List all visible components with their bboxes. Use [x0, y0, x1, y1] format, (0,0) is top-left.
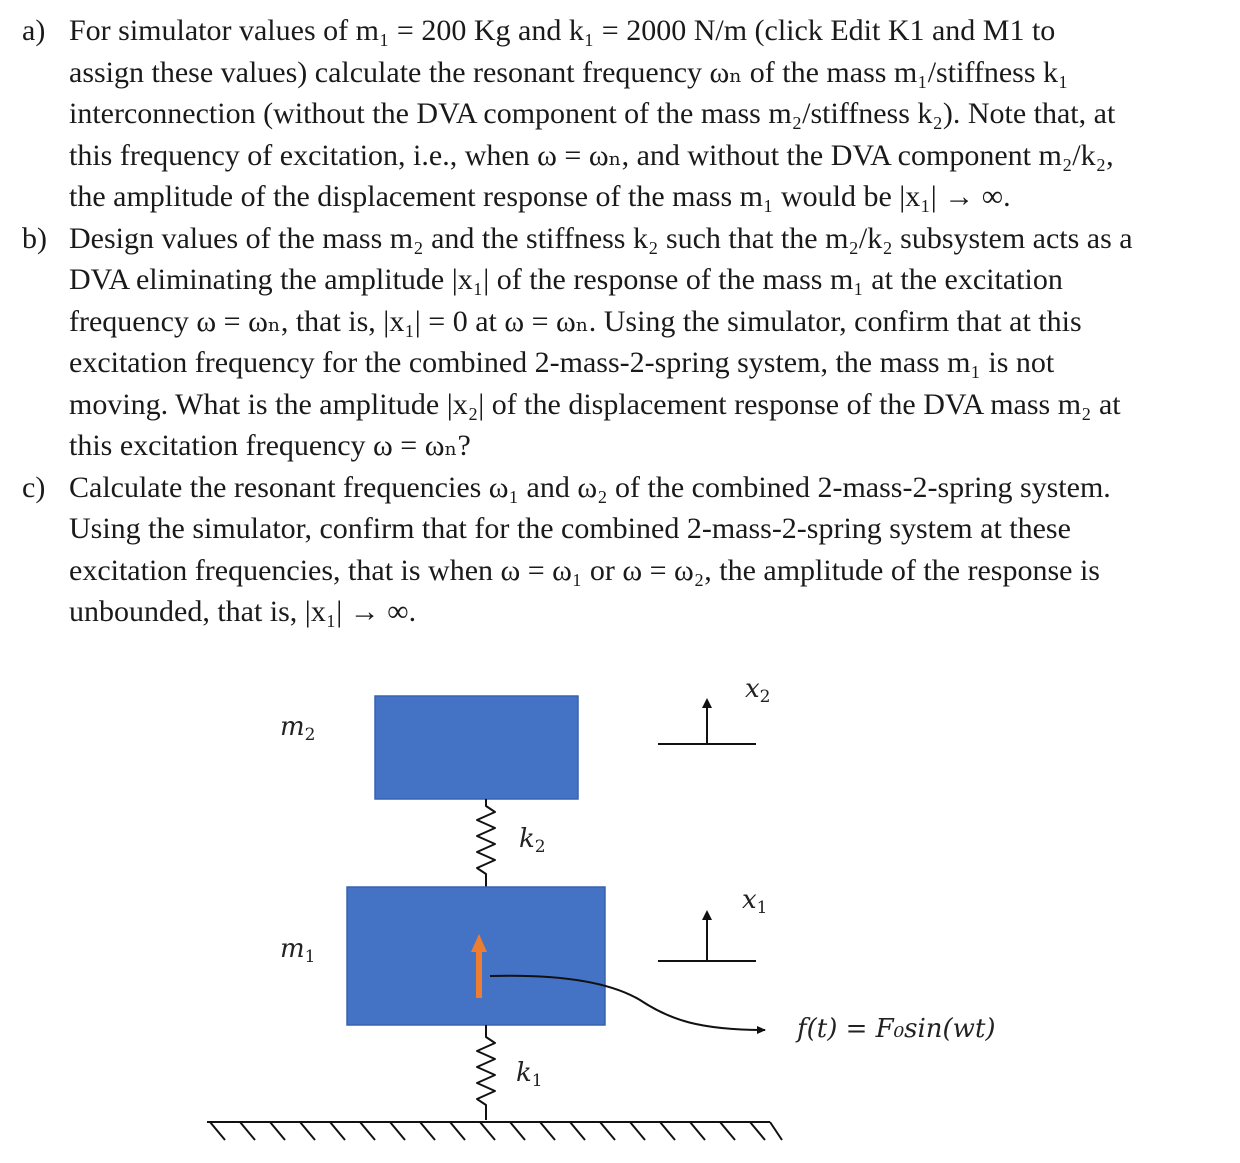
spring-k1-subscript: 1	[531, 1071, 543, 1091]
question-c	[22, 467, 1227, 633]
question-line: assign these values) calculate the resonant frequency ωₙ of the mass m₁/stiffness k₁	[69, 55, 1069, 89]
question-label: b)	[22, 221, 47, 255]
questions-list	[22, 10, 1227, 633]
question-b	[22, 218, 1227, 467]
dva-diagram	[0, 640, 1240, 1163]
mass-m2-block	[375, 696, 578, 799]
displacement-x2-symbol: x	[745, 674, 760, 704]
mass-m1-symbol: m	[280, 934, 305, 964]
question-line: excitation frequency for the combined 2-mass-2-spring system, the mass m₁ is not	[69, 346, 1055, 379]
question-line: Design values of the mass m₂ and the stiffness k₂ such that the m₂/k₂ subsystem acts as a	[69, 221, 1133, 255]
question-line: Calculate the resonant frequencies ω₁ and ω₂ of the combined 2-mass-2-spring system.	[69, 470, 1111, 504]
question-text	[69, 10, 1227, 218]
mass-m2-subscript: 2	[304, 725, 316, 745]
question-a	[22, 10, 1227, 218]
question-text	[69, 467, 1227, 633]
mass-m1-label	[280, 936, 315, 966]
spring-k2-subscript: 2	[534, 837, 546, 857]
displacement-x1-symbol: x	[742, 885, 757, 915]
displacement-x2-indicator	[658, 698, 756, 744]
force-formula-label: f(t) = F₀sin(wt)	[797, 1014, 996, 1044]
displacement-x2-label	[745, 676, 771, 706]
displacement-x1-label	[742, 887, 768, 917]
dva-diagram-svg	[0, 640, 1240, 1163]
question-line: interconnection (without the DVA component of the mass m₂/stiffness k₂). Note that, at	[69, 97, 1116, 130]
question-line: the amplitude of the displacement response of the mass m₁ would be |x₁| → ∞.	[69, 180, 1011, 213]
mass-m1-subscript: 1	[304, 947, 316, 967]
spring-k1	[477, 1025, 495, 1120]
question-label: a)	[22, 14, 46, 47]
question-line: For simulator values of m₁ = 200 Kg and k₁ = 2000 N/m (click Edit K1 and M1 to	[69, 14, 1056, 47]
question-line: DVA eliminating the amplitude |x₁| of the response of the mass m₁ at the excitation	[69, 263, 1063, 296]
mass-m2-label	[280, 714, 315, 744]
spring-k1-label	[516, 1060, 543, 1090]
displacement-x1-indicator	[658, 910, 756, 961]
question-text	[69, 218, 1227, 467]
question-line: moving. What is the amplitude |x₂| of the displacement response of the DVA mass m₂ at	[69, 387, 1121, 421]
question-label: c)	[22, 470, 46, 504]
question-line: Using the simulator, confirm that for the combined 2-mass-2-spring system at these	[69, 512, 1071, 545]
question-line: this excitation frequency ω = ωₙ?	[69, 429, 471, 462]
spring-k2-label	[519, 826, 546, 856]
spring-k1-symbol: k	[516, 1058, 532, 1088]
question-line: unbounded, that is, |x₁| → ∞.	[69, 595, 417, 628]
spring-k2-symbol: k	[519, 824, 535, 854]
spring-k2	[477, 799, 495, 887]
question-line: frequency ω = ωₙ, that is, |x₁| = 0 at ω = ωₙ. Using the simulator, confirm that at this	[69, 304, 1082, 338]
displacement-x1-subscript: 1	[756, 898, 768, 918]
displacement-x2-subscript: 2	[759, 687, 771, 707]
ground-hatching	[210, 1122, 782, 1140]
mass-m2-symbol: m	[280, 712, 305, 742]
question-line: this frequency of excitation, i.e., when ω = ωₙ, and without the DVA component m₂/k₂,	[69, 138, 1114, 172]
question-line: excitation frequencies, that is when ω = ω₁ or ω = ω₂, the amplitude of the response is	[69, 553, 1100, 587]
